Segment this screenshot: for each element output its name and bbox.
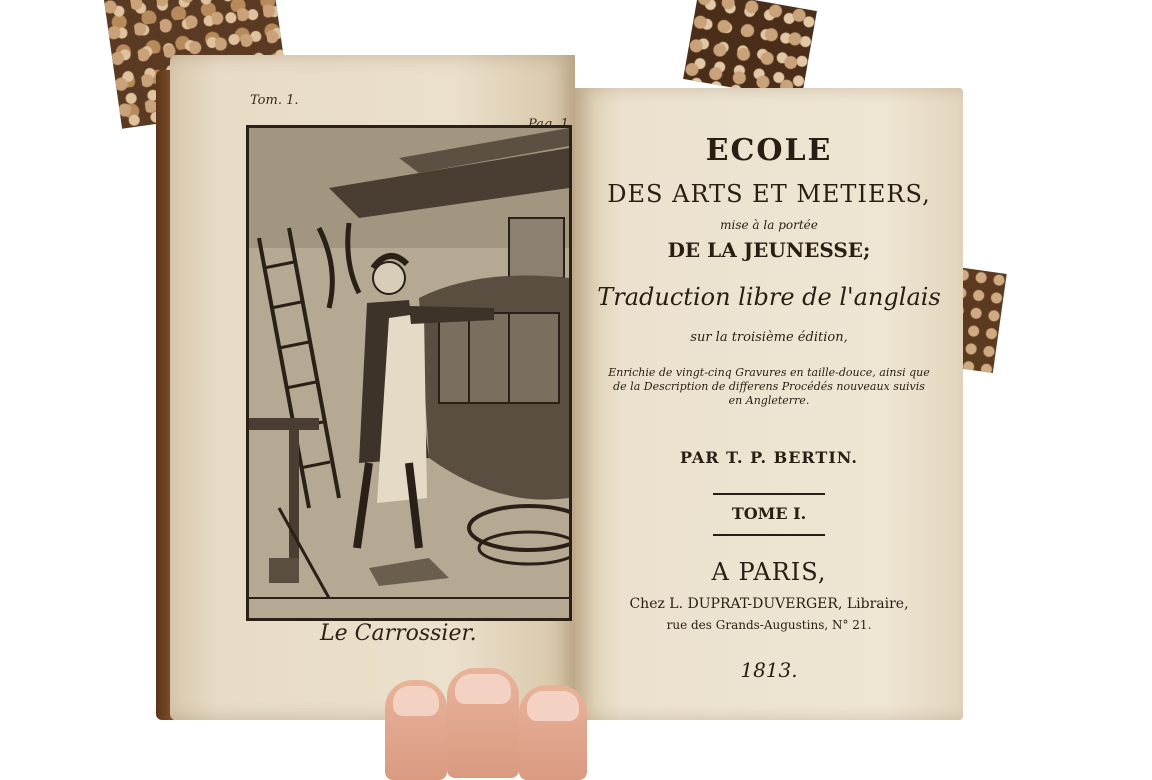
finger-3 <box>519 685 587 780</box>
edition-line: sur la troisième édition, <box>690 330 848 345</box>
year-line: 1813. <box>740 658 798 682</box>
title-arts-metiers: DES ARTS ET METIERS, <box>607 180 931 208</box>
rule-below-tome <box>713 534 825 536</box>
illustration-caption: Le Carrossier. <box>320 621 477 646</box>
enrichie-paragraph: Enrichie de vingt-cinq Gravures en taille-douce, ainsi que de la Description de differens Procédés nouveaux suivis en Angleterre. <box>608 366 930 407</box>
finger-2 <box>447 668 519 778</box>
author-line: PAR T. P. BERTIN. <box>680 448 858 467</box>
traduction-line: Traduction libre de l'anglais <box>597 283 941 311</box>
city-line: A PARIS, <box>711 558 827 586</box>
engraving-illustration <box>246 125 572 621</box>
mise-a-la-portee: mise à la portée <box>720 218 818 232</box>
title-ecole: ECOLE <box>705 133 833 168</box>
publisher-line: Chez L. DUPRAT-DUVERGER, Libraire, <box>629 596 909 612</box>
de-la-jeunesse: DE LA JEUNESSE; <box>667 238 871 262</box>
title-page <box>575 88 963 720</box>
finger-1 <box>385 680 447 780</box>
marbled-cover-flap-top-right <box>683 0 817 100</box>
left-page <box>170 55 575 720</box>
address-line: rue des Grands-Augustins, N° 21. <box>666 618 872 632</box>
tome-page-label: Tom. 1. <box>250 93 299 108</box>
tome-line: TOME I. <box>731 504 807 523</box>
rule-above-tome <box>713 493 825 495</box>
